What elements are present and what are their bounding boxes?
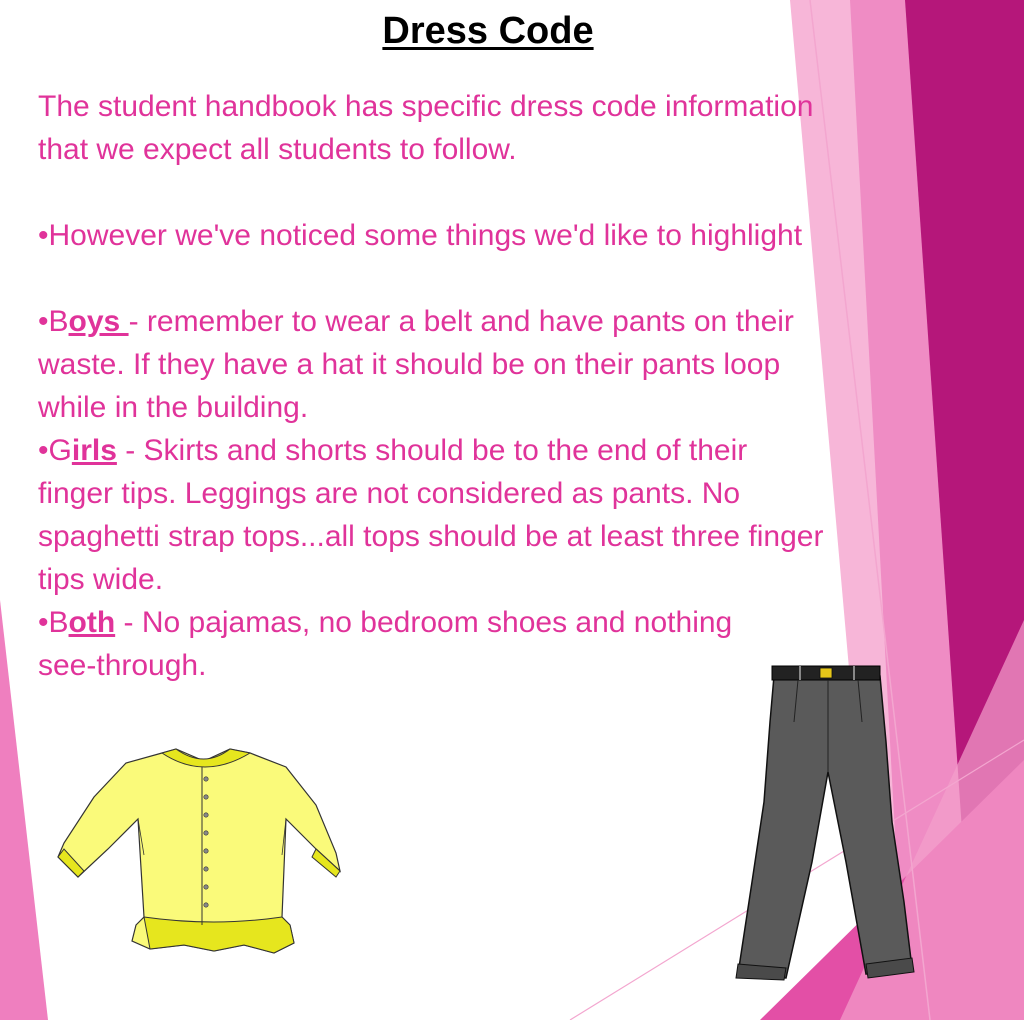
girls-paragraph	[38, 429, 828, 601]
bullet: •	[38, 219, 49, 252]
both-lead: B	[48, 606, 69, 639]
boys-lead: B	[48, 305, 69, 338]
both-paragraph	[38, 601, 758, 687]
girls-keyword: irls	[71, 434, 117, 467]
boys-text: - remember to wear a belt and have pants on their waste. If they have a hat it should be on their pants loop while in the building.	[38, 305, 794, 424]
bullet: •	[38, 606, 49, 639]
both-keyword: oth	[68, 606, 116, 639]
boys-keyword: oys	[68, 305, 129, 338]
bullet: •	[38, 434, 49, 467]
slide-title: Dress Code	[382, 10, 594, 52]
yellow-blouse-illustration	[54, 745, 342, 957]
gray-pants-with-belt-illustration	[728, 662, 920, 984]
boys-paragraph	[38, 300, 828, 429]
girls-text: - Skirts and shorts should be to the end of their finger tips. Leggings are not considered as pants. No spaghetti strap tops...all tops should be at least three finger tips wide.	[38, 434, 824, 596]
both-text: - No pajamas, no bedroom shoes and nothing see-through.	[38, 606, 733, 682]
slide-body	[38, 85, 828, 687]
highlight-paragraph	[38, 214, 828, 257]
highlight-text: However we've noticed some things we'd like to highlight	[48, 219, 803, 252]
intro-paragraph: The student handbook has specific dress code information that we expect all students to follow.	[38, 90, 814, 166]
girls-lead: G	[48, 434, 72, 467]
bullet: •	[38, 305, 49, 338]
